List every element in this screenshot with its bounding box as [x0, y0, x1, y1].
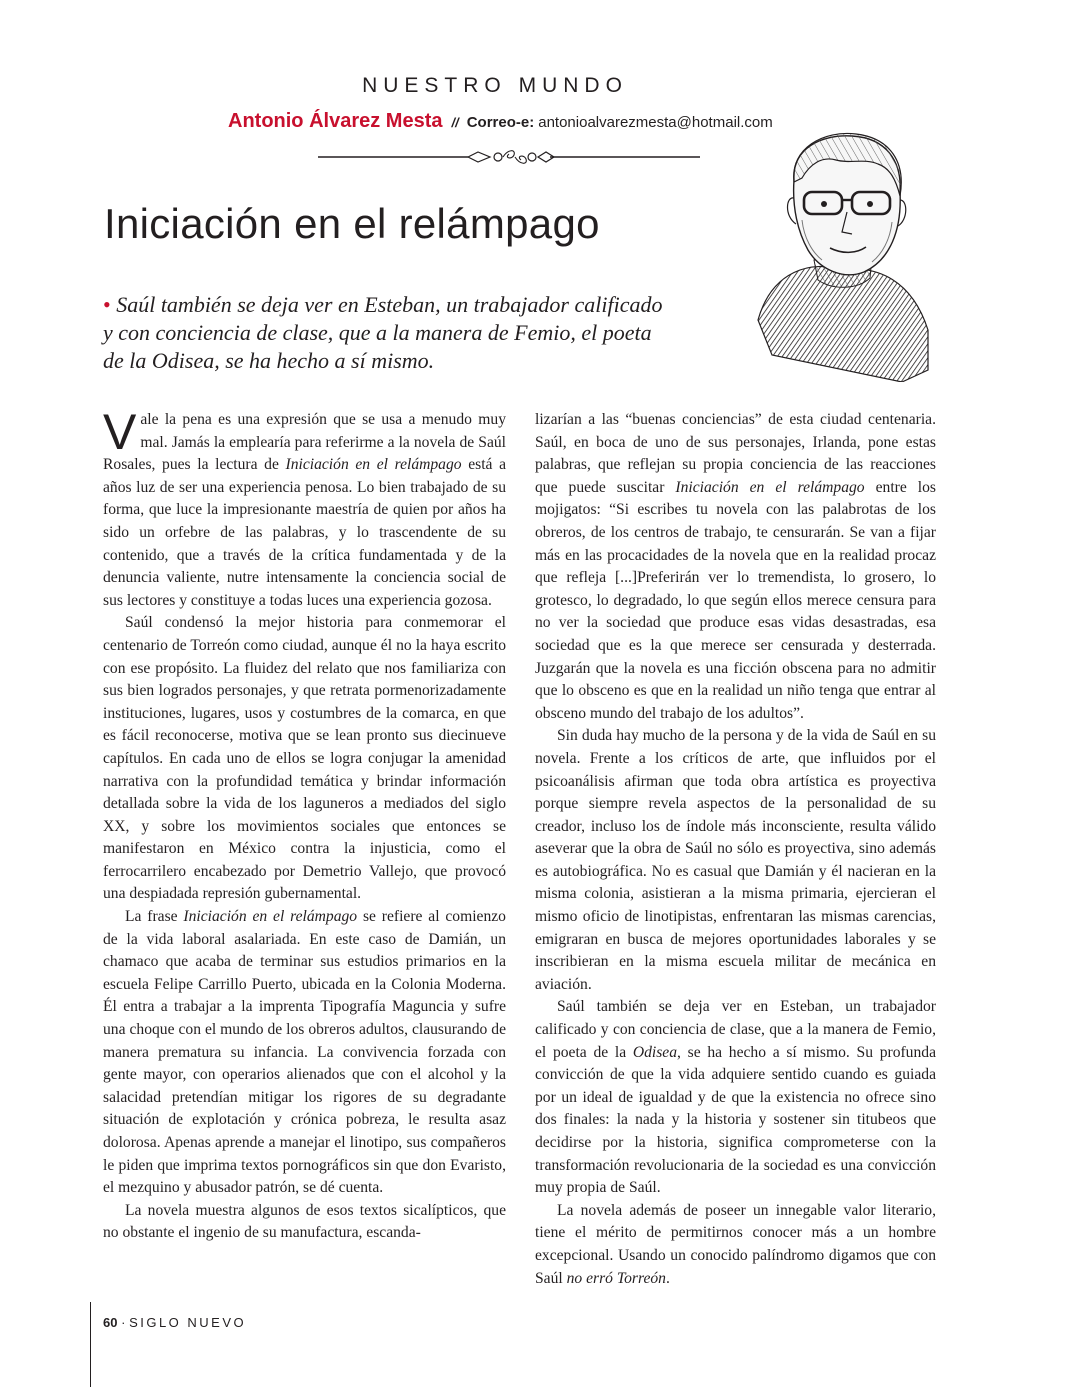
paragraph-text: entre los mojigatos: “Si escribes tu novela con las palabrotas de los obreros, de los centros de trabajo, te censurarán. Se van a fijar más en las procacidades de la novela que en la realidad procaz que refleja [...]Preferirán ver lo tremendista, lo grosero, lo grotesco, lo degradado, lo que según ellos merece censura para no ver la sociedad que produce esas vidas desastradas, esa sociedad que es la que merece ser censurada y desterrada. Juzgarán que la novela es una ficción obscena para no admitir que lo obsceno es que en la realidad un niño tenga que entrar al obsceno mundo del trabajo de los adultos”.	[535, 478, 936, 722]
paragraph-text: lizarían a las “buenas conciencias” de esta ciudad centenaria. Saúl, en boca de uno de sus personajes, Irlanda, pone estas palabras, que reflejan su propia conciencia de las reacciones que puede suscitar	[535, 411, 936, 496]
paragraph-text: ale la pena es una expresión que se usa a menudo muy mal. Jamás la emplearía para referirme a la novela de Saúl Rosales, pues la lectura de	[103, 411, 506, 474]
palindrome: no erró Torreón	[566, 1269, 666, 1287]
footer-dot: ·	[121, 1315, 126, 1330]
paragraph: Saúl condensó la mejor historia para conmemorar el centenario de Torreón como ciudad, aunque él no la haya escrito con ese propósito. La fluidez del relato que nos familiariza con sus bien logrados personajes, y que retrata pormenorizadamente instituciones, lugares, usos y costumbres de la comarca, en que es fácil reconocerse, motiva que se lean pronto sus diecinueve capítulos. En cada uno de ellos se logra conjugar la amenidad narrativa con la profundidad temática y brindar información detallada sobre la vida de los laguneros a mediados del siglo XX, y sobre los movimientos sociales que entonces se manifestaron en México contra la injusticia, como el ferrocarrilero encabezado por Demetrio Vallejo, que provocó una despiadada represión gubernamental.	[103, 614, 506, 903]
lead-text: Saúl también se deja ver en Esteban, un trabajador calificado y con conciencia de clase, que a la manera de Femio, el poeta de la Odisea, se ha hecho a sí mismo.	[103, 292, 663, 373]
email-label: Correo-e:	[466, 114, 535, 131]
footer-rule	[90, 1302, 91, 1387]
article-title: Iniciación en el relámpago	[104, 200, 600, 247]
paragraph	[103, 404, 506, 612]
section-title: NUESTRO MUNDO	[362, 74, 628, 97]
page-number: 60	[103, 1315, 118, 1330]
paragraph: Sin duda hay mucho de la persona y de la vida de Saúl en su novela. Frente a los críticos de arte, que influidos por el psicoanálisis afirman que toda obra artística es proyectiva porque siempre revela aspectos de la personalidad de su creador, incluso los de índole más inconsciente, resulta válido aseverar que la obra de Saúl no sólo es proyectiva, sino además es autobiográfica. No es casual que Damián y él nacieran en la misma colonia, asistieran a la misma primaria, ejercieran el mismo oficio de linotipistas, enfrentaran las mismas carencias, emigraran en busca de mejores oportunidades laborales y se inscribieran en la misma escuela militar de mecánica en aviación.	[535, 727, 936, 993]
lead-bullet: •	[103, 292, 111, 317]
paragraph-text: .	[665, 1269, 670, 1287]
paragraph-text: Saúl también se deja ver en Esteban, un trabajador calificado y con conciencia de clase, que a la manera de Femio, el poeta de la	[535, 998, 936, 1061]
paragraph	[103, 906, 506, 1200]
magazine-name: SIGLO NUEVO	[129, 1315, 247, 1330]
dropcap: V	[103, 404, 137, 460]
paragraph-text: , se ha hecho a sí mismo. Su profunda convicción de que la vida adquiere sentido cuando es guiada por un ideal de igualdad y de que la existencia no ofrece sino dos finales: la nada y la historia y sostener sin titubeos que decidirse por la historia, significa comprometerse con la transformación revolucionaria de la sociedad es una convicción muy propia de Saúl.	[535, 1043, 936, 1197]
paragraph-text: está a años luz de ser una experiencia penosa. Lo bien trabajado de su forma, que luce la impresionante maestría de quien por años ha sido un orfebre de las palabras, y lo trascendente de su contenido, que a través de la crítica fundamentada y de la denuncia valiente, nutre intensamente la conciencia social de sus lectores y constituye a todas luces una experiencia gozosa.	[103, 456, 506, 609]
author-email[interactable]: antonioalvarezmesta@hotmail.com	[538, 114, 773, 131]
scroll-ornament-icon	[318, 146, 700, 168]
page-footer	[103, 1315, 246, 1330]
author-name: Antonio Álvarez Mesta	[228, 110, 443, 132]
author-portrait-illustration	[752, 120, 930, 382]
book-title-ref: Iniciación en el relámpago	[675, 478, 865, 496]
odisea-ref: Odisea	[632, 1043, 678, 1061]
byline	[228, 110, 773, 133]
book-title-ref: Iniciación en el relámpago	[285, 456, 462, 474]
article-column-1	[103, 404, 506, 1245]
paragraph-text: se refiere al comienzo de la vida laboral asalariada. En este caso de Damián, un chamaco que acaba de terminar sus estudios primarios en la escuela Felipe Carrillo Puerto, ubicada en la Colonia Moderna. Él entra a trabajar a la imprenta Tipografía Maguncia y sufre una choque con el mundo de los obreros adultos, clausurando de manera prematura su infancia. La convivencia forzada con gente mayor, con operarios alienados que con el alcohol y la salacidad pretendían mitigar los rigores de su degradante situación de explotación y crónica pobreza, le resulta asaz dolorosa. Apenas aprende a manejar el linotipo, sus compañeros le piden que imprima textos pornográficos sin que don Evaristo, el mezquino y abusador patrón, se dé cuenta.	[103, 908, 506, 1197]
paragraph	[535, 996, 936, 1199]
article-column-2	[535, 409, 936, 1290]
paragraph-text: La novela además de poseer un innegable valor literario, tiene el mérito de permitirnos conocer más a un hombre excepcional. Usando un conocido palíndromo digamos que con Saúl	[535, 1201, 936, 1287]
book-title-ref: Iniciación en el relámpago	[183, 908, 358, 926]
paragraph: La novela muestra algunos de esos textos sicalípticos, que no obstante el ingenio de su manufactura, escanda-	[103, 1201, 506, 1242]
paragraph	[535, 409, 936, 725]
paragraph	[535, 1200, 936, 1290]
paragraph-text: La frase	[125, 908, 184, 926]
byline-separator: //	[451, 115, 459, 130]
article-lead	[103, 291, 663, 375]
